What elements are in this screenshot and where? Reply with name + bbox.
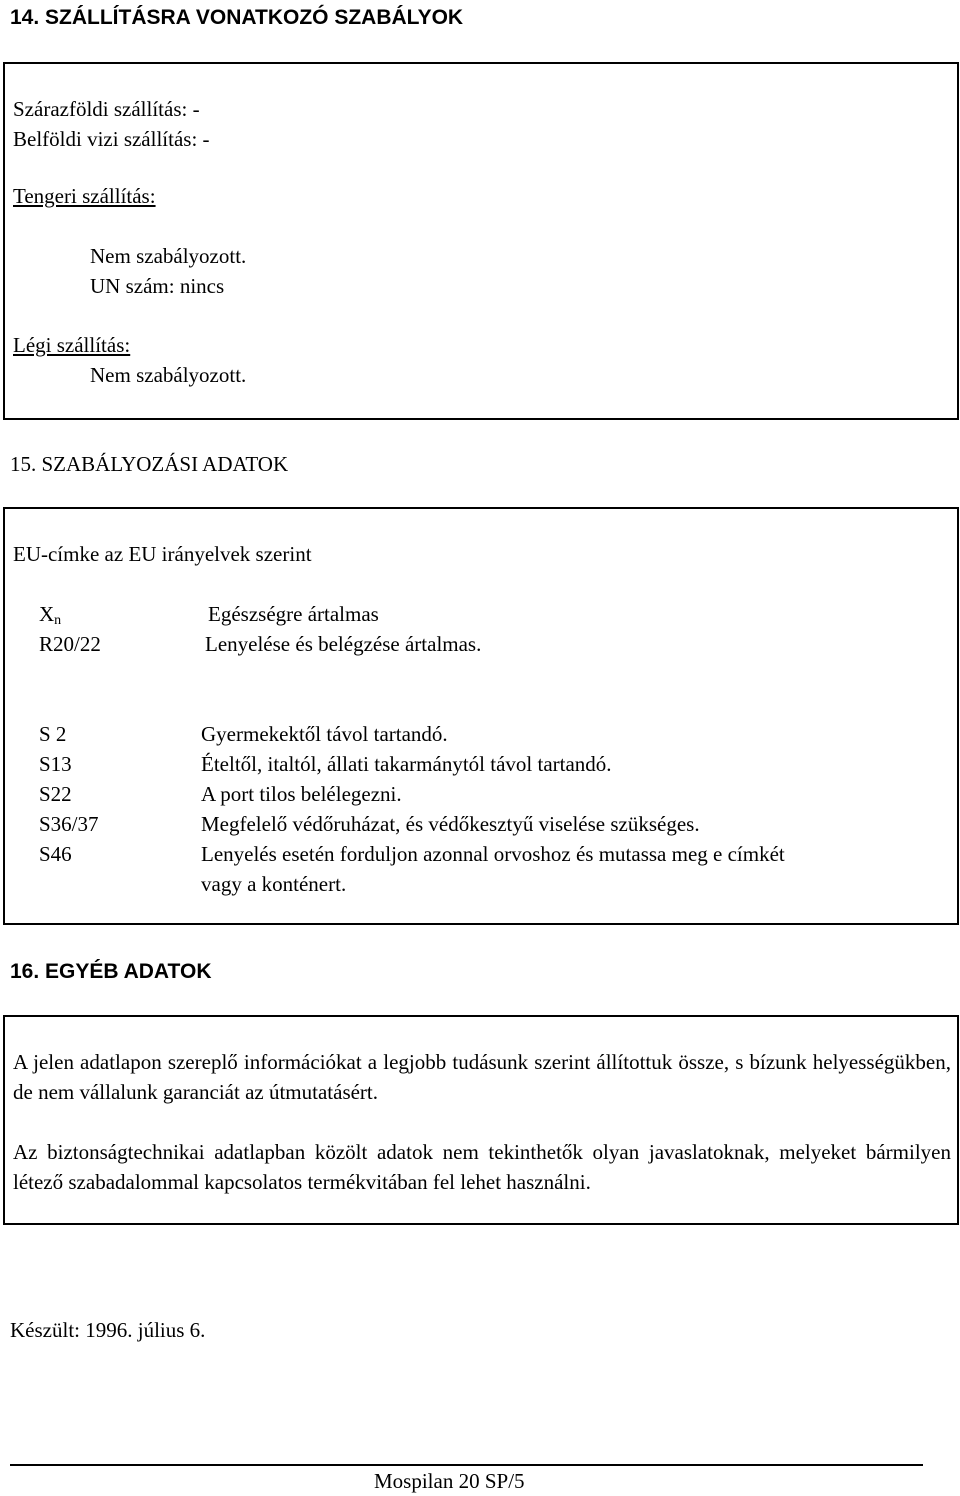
s-phrase-text: A port tilos belélegezni. <box>201 782 402 806</box>
section-14-heading: 14. SZÁLLÍTÁSRA VONATKOZÓ SZABÁLYOK <box>10 6 464 29</box>
s-phrase-text: Lenyelés esetén forduljon azonnal orvoshoz és mutassa meg e címkét <box>201 842 785 866</box>
inland-water-transport: Belföldi vizi szállítás: - <box>13 127 210 151</box>
hazard-symbol-desc: Egészségre ártalmas <box>208 602 379 626</box>
s-phrase-code: S13 <box>39 752 72 776</box>
hazard-symbol-letter: X <box>39 602 55 626</box>
air-transport-status: Nem szabályozott. <box>90 363 247 387</box>
section-16-box <box>3 1015 959 1225</box>
sea-transport-status: Nem szabályozott. <box>90 244 247 268</box>
section-16-heading: 16. EGYÉB ADATOK <box>10 960 212 983</box>
hazard-symbol-sub: n <box>54 613 62 628</box>
s-phrase-code: S36/37 <box>39 812 99 836</box>
page-footer: Mospilan 20 SP/5 <box>374 1469 525 1493</box>
r-phrase-desc: Lenyelése és belégzése ártalmas. <box>205 632 482 656</box>
sea-transport-label: Tengeri szállítás: <box>13 184 156 208</box>
sea-un-number: UN szám: nincs <box>90 274 225 298</box>
section-14-box <box>3 62 959 420</box>
s-phrase-text: Megfelelő védőruházat, és védőkesztyű viselése szükséges. <box>201 812 700 836</box>
s-phrase-text-continued: vagy a konténert. <box>201 872 347 896</box>
land-transport: Szárazföldi szállítás: - <box>13 97 200 121</box>
section-15-heading: 15. SZABÁLYOZÁSI ADATOK <box>10 452 289 476</box>
s-phrase-code: S 2 <box>39 722 67 746</box>
s-phrase-text: Gyermekektől távol tartandó. <box>201 722 448 746</box>
air-transport-label: Légi szállítás: <box>13 333 131 357</box>
section-15-box <box>3 507 959 925</box>
prepared-date: Készült: 1996. július 6. <box>10 1318 206 1342</box>
s-phrase-code: S46 <box>39 842 72 866</box>
r-phrase-code: R20/22 <box>39 632 101 656</box>
s-phrase-text: Ételtől, italtól, állati takarmánytól távol tartandó. <box>201 752 612 776</box>
s-phrase-code: S22 <box>39 782 72 806</box>
disclaimer-paragraph-1: A jelen adatlapon szereplő információkat a legjobb tudásunk szerint állítottuk össze, s bízunk helyességükben, de nem vállalunk garanciát az útmutatásért. <box>13 1050 951 1104</box>
disclaimer-paragraph-2: Az biztonságtechnikai adatlapban közölt adatok nem tekinthetők olyan javaslatoknak, melyeket bármilyen létező szabadalommal kapcsolatos termékvitában fel lehet használni. <box>13 1140 951 1194</box>
eu-label-heading: EU-címke az EU irányelvek szerint <box>13 542 312 566</box>
